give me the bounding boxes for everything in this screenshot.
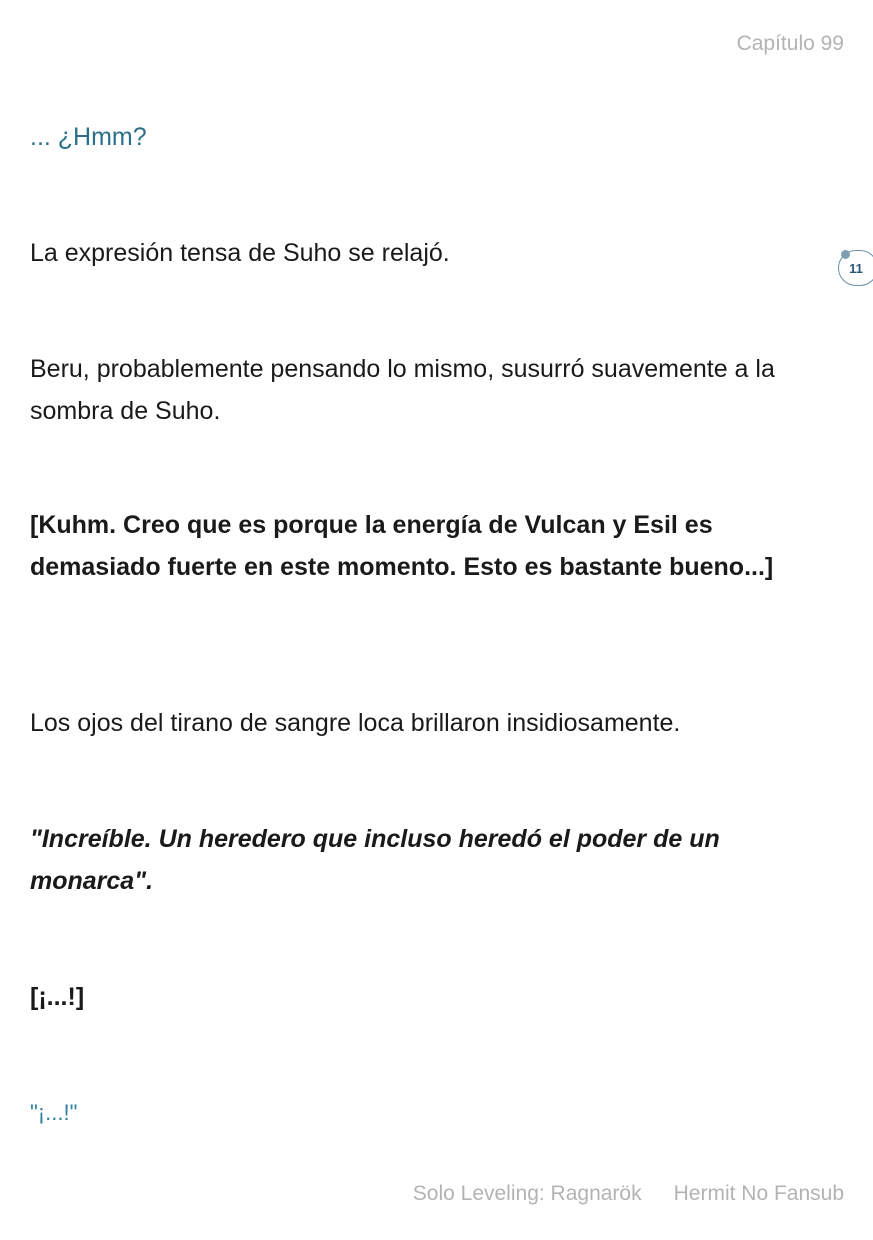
paragraph-suho-relax: La expresión tensa de Suho se relajó. [30, 239, 450, 267]
comment-indicator-dot [841, 250, 850, 259]
paragraph-suho-surprise: "¡...!" [30, 1100, 78, 1125]
paragraph-tyrant-eyes: Los ojos del tirano de sangre loca brillaron insidiosamente. [30, 709, 681, 737]
paragraph-beru-speech: [Kuhm. Creo que es porque la energía de Vulcan y Esil es demasiado fuerte en este momento. Esto es bastante bueno...] [30, 511, 774, 581]
paragraph-beru-surprise: [¡...!] [30, 983, 85, 1011]
paragraph-hmm: ... ¿Hmm? [30, 123, 147, 151]
paragraph-beru-whisper: Beru, probablemente pensando lo mismo, susurró suavemente a la sombra de Suho. [30, 355, 775, 425]
footer-translator: Hermit No Fansub [673, 1182, 844, 1205]
paragraph-tyrant-speech: "Increíble. Un heredero que incluso heredó el poder de un monarca". [30, 825, 720, 895]
comment-count: 11 [849, 260, 863, 276]
footer-title: Solo Leveling: Ragnarök [412, 1182, 642, 1205]
footer [413, 1182, 844, 1206]
chapter-label: Capítulo 99 [736, 32, 844, 55]
